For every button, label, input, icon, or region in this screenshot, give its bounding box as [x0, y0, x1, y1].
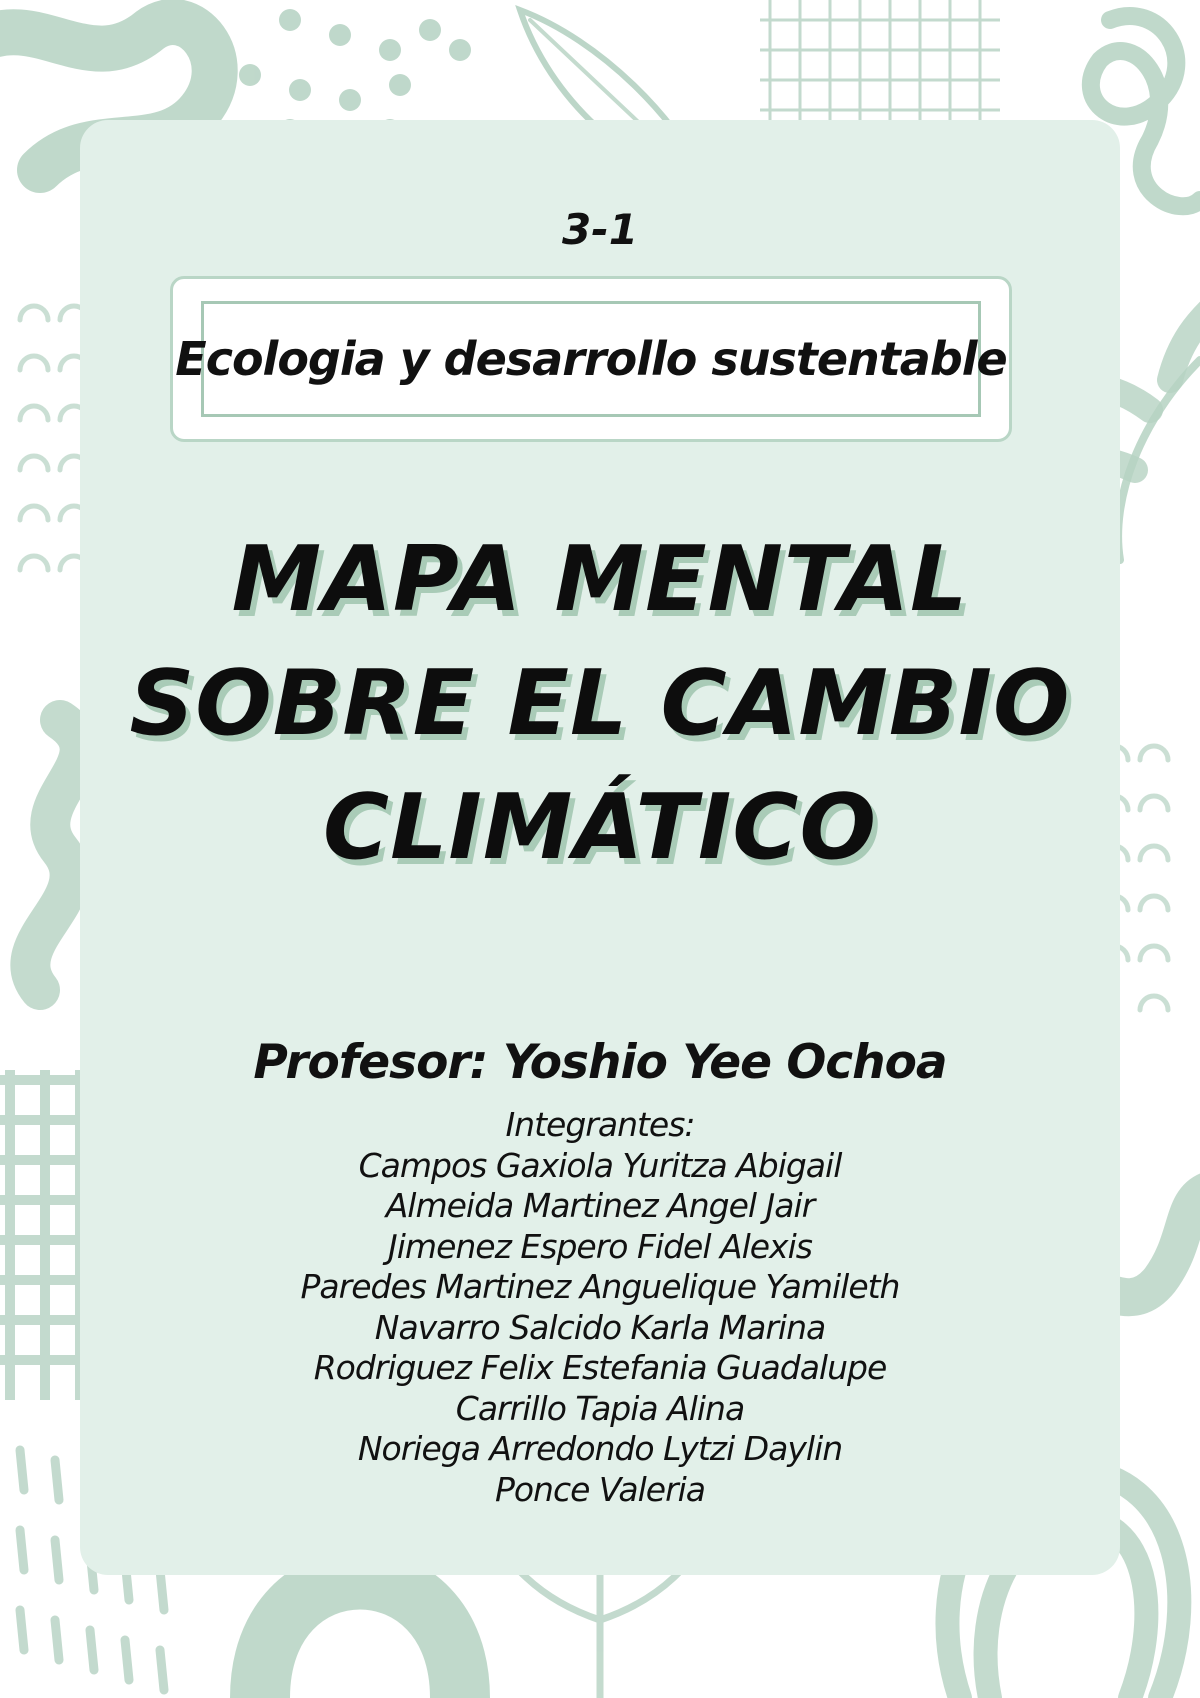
member-item: Jimenez Espero Fidel Alexis — [388, 1226, 812, 1266]
subject-inner-frame — [175, 301, 1007, 417]
member-item: Campos Gaxiola Yuritza Abigail — [358, 1145, 842, 1185]
members-list — [0, 1105, 1200, 1510]
professor-name: Profesor: Yoshio Yee Ochoa — [253, 1035, 947, 1090]
arch-shape-bottom — [260, 1580, 460, 1698]
group-code: 3-1 — [562, 205, 638, 254]
member-item: Noriega Arredondo Lytzi Daylin — [357, 1429, 843, 1468]
main-title-line-3: CLIMÁTICO — [323, 775, 877, 880]
main-title — [0, 518, 1200, 890]
member-item: Ponce Valeria — [494, 1469, 706, 1509]
member-item: Paredes Martinez Anguelique Yamileth — [300, 1267, 900, 1306]
main-title-line-1: MAPA MENTAL — [231, 527, 969, 632]
subject-frame — [170, 276, 1012, 442]
member-item: Carrillo Tapia Alina — [455, 1388, 745, 1428]
members-heading: Integrantes: — [505, 1105, 695, 1144]
subject-title: Ecologia y desarrollo sustentable — [175, 332, 1007, 386]
member-item: Almeida Martinez Angel Jair — [385, 1186, 815, 1225]
member-item: Navarro Salcido Karla Marina — [374, 1307, 826, 1347]
member-item: Rodriguez Felix Estefania Guadalupe — [313, 1348, 887, 1387]
main-title-line-2: SOBRE EL CAMBIO — [129, 651, 1071, 756]
